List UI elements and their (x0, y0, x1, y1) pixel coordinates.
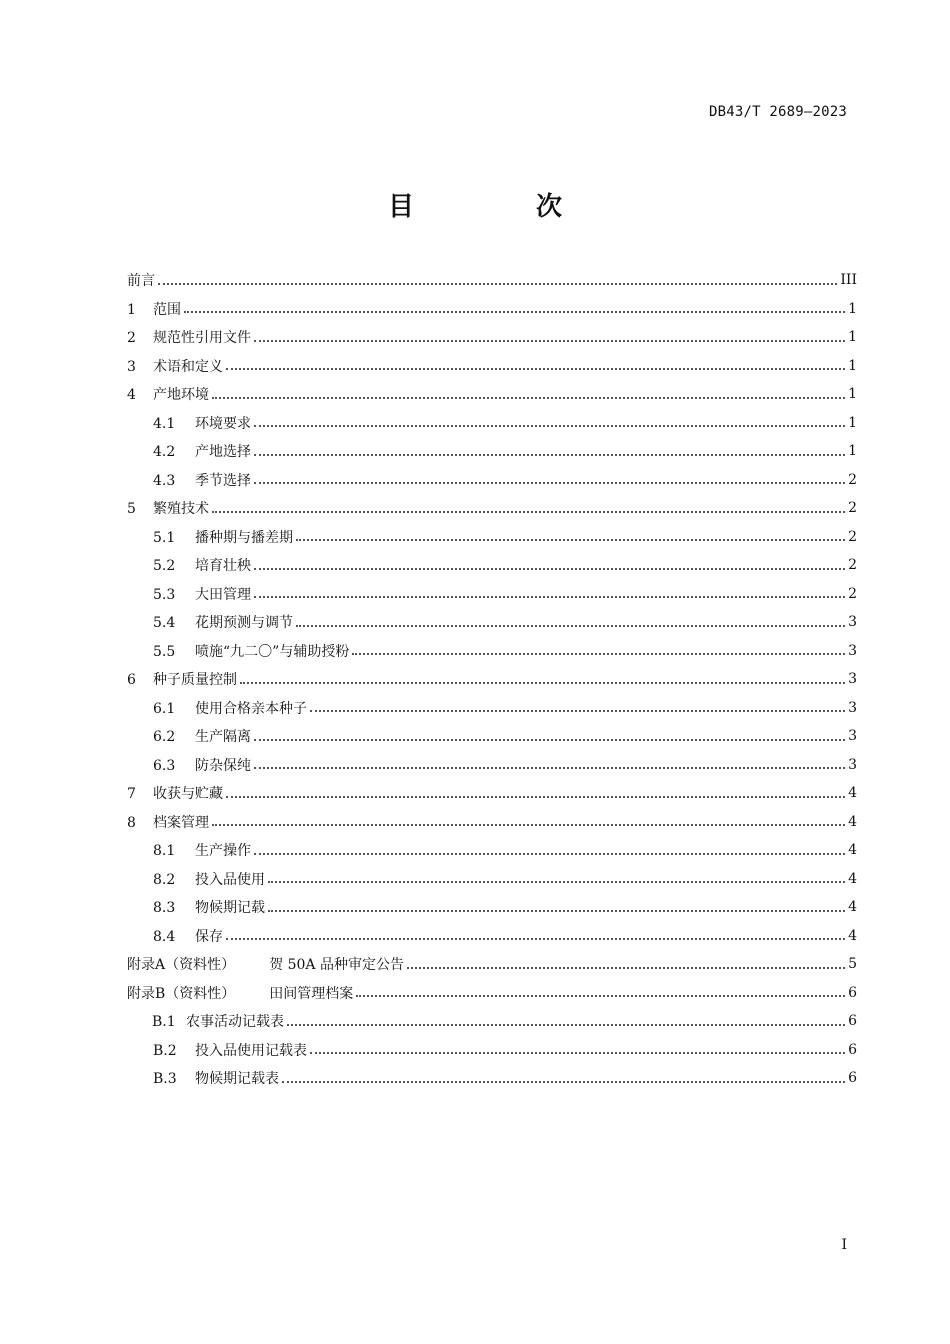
toc-entry-number: 8.2 (153, 871, 176, 888)
toc-entry[interactable] (127, 551, 857, 580)
dot-leader (282, 1080, 845, 1083)
toc-entry-page: 4 (848, 842, 857, 859)
toc-entry-page: 1 (848, 386, 857, 403)
toc-entry-title: 防杂保纯 (195, 757, 251, 774)
toc-entry-title: 农事活动记载表 (186, 1014, 284, 1031)
dot-leader (254, 481, 845, 484)
dot-leader (226, 367, 845, 370)
dot-leader (296, 538, 845, 541)
toc-entry-title: 种子质量控制 (153, 672, 237, 689)
toc-entry-number: 6.3 (153, 757, 176, 774)
toc-entry-page: 3 (848, 699, 857, 716)
toc-entry-number: B.1 (152, 1014, 176, 1031)
dot-leader (212, 510, 845, 513)
toc-entry-page: 4 (848, 870, 857, 887)
dot-leader (356, 994, 845, 997)
dot-leader (212, 823, 845, 826)
toc-entry-number: 7 (127, 786, 136, 803)
toc-entry-text (153, 1040, 307, 1060)
dot-leader (212, 396, 845, 399)
toc-entry[interactable] (127, 266, 857, 295)
toc-entry-page: 1 (848, 443, 857, 460)
toc-entry-text (127, 356, 223, 376)
dot-leader (287, 1023, 845, 1026)
toc-entry-text (153, 926, 223, 946)
toc-entry-title: 使用合格亲本种子 (195, 700, 307, 717)
toc-entry-page: 6 (848, 1070, 857, 1087)
toc-entry-number: B.3 (153, 1071, 177, 1088)
toc-entry-page: 2 (848, 471, 857, 488)
toc-entry-text (127, 327, 251, 347)
toc-entry-number: 8.3 (153, 900, 176, 917)
toc-entry[interactable] (127, 608, 857, 637)
toc-entry[interactable] (127, 352, 857, 381)
toc-entry-title: 喷施“九二〇”与辅助授粉 (195, 643, 350, 660)
toc-entry[interactable] (127, 295, 857, 324)
toc-entry-title: 档案管理 (153, 814, 209, 831)
toc-entry[interactable] (127, 1007, 857, 1036)
toc-entry[interactable] (127, 380, 857, 409)
dot-leader (254, 424, 845, 427)
toc-entry[interactable] (127, 950, 857, 979)
dot-leader (158, 282, 837, 285)
toc-entry[interactable] (127, 808, 857, 837)
toc-entry[interactable] (127, 409, 857, 438)
page-title: 目 次 (387, 192, 610, 222)
toc-entry-title: 产地选择 (195, 444, 251, 461)
toc-entry[interactable] (127, 779, 857, 808)
toc-entry-number: 1 (127, 301, 136, 318)
dot-leader (254, 339, 845, 342)
toc-entry-number: 8 (127, 814, 136, 831)
toc-entry-page: 3 (848, 671, 857, 688)
toc-entry-title: 生产隔离 (195, 729, 251, 746)
toc-entry-text (127, 384, 209, 404)
toc-entry-number: 4.1 (153, 415, 176, 432)
toc-entry-number: 6.2 (153, 729, 176, 746)
toc-entry-page: 4 (848, 927, 857, 944)
toc-entry-number: 8.4 (153, 928, 176, 945)
toc-entry-number: 3 (127, 358, 136, 375)
toc-entry-text (153, 584, 251, 604)
toc-entry[interactable] (127, 865, 857, 894)
toc-entry-page: 2 (848, 557, 857, 574)
toc-entry-page: 6 (848, 1041, 857, 1058)
dot-leader (240, 681, 845, 684)
toc-entry-number: 4.2 (153, 444, 176, 461)
dot-leader (268, 909, 845, 912)
toc-entry-page: 2 (848, 528, 857, 545)
toc-entry-title: 贺 50A 品种审定公告 (269, 957, 404, 974)
toc-entry-text (152, 1011, 284, 1031)
dot-leader (310, 1051, 845, 1054)
toc-entry[interactable] (127, 323, 857, 352)
toc-entry-text (153, 897, 265, 917)
toc-entry-number: 附录A（资料性） (127, 957, 236, 974)
toc-entry-text (153, 470, 251, 490)
toc-entry-title: 保存 (195, 928, 223, 945)
toc-entry[interactable] (127, 836, 857, 865)
toc-entry-title: 规范性引用文件 (153, 330, 251, 347)
dot-leader (310, 709, 845, 712)
toc-entry-text (153, 441, 251, 461)
toc-entry-number: 6 (127, 672, 136, 689)
toc-entry-page: 2 (848, 500, 857, 517)
toc-entry-title: 术语和定义 (153, 358, 223, 375)
toc-entry-text (127, 812, 209, 832)
toc-entry-text (127, 669, 237, 689)
toc-entry-title: 环境要求 (195, 415, 251, 432)
toc-entry-page: 5 (848, 956, 857, 973)
toc-entry-page: 3 (848, 756, 857, 773)
toc-entry-text (153, 698, 307, 718)
dot-leader (268, 880, 845, 883)
toc-entry-page: 4 (848, 813, 857, 830)
toc-entry-title: 田间管理档案 (269, 985, 354, 1002)
dot-leader (226, 937, 845, 940)
dot-leader (254, 567, 845, 570)
toc-entry-title: 花期预测与调节 (195, 615, 293, 632)
toc-entry-number: 4 (127, 387, 136, 404)
toc-entry[interactable] (127, 437, 857, 466)
toc-entry[interactable] (127, 922, 857, 951)
dot-leader (254, 595, 845, 598)
toc-entry-page: 4 (848, 785, 857, 802)
dot-leader (296, 624, 845, 627)
toc-entry-number: 5 (127, 501, 136, 518)
toc-entry-page: 6 (848, 1013, 857, 1030)
toc-entry-text (153, 840, 251, 860)
dot-leader (254, 453, 845, 456)
toc-entry-number: 5.2 (153, 558, 176, 575)
toc-entry-text (127, 983, 353, 1003)
dot-leader (407, 966, 845, 969)
toc-entry-page: 3 (848, 642, 857, 659)
toc-entry-page: 4 (848, 899, 857, 916)
toc-entry-title: 物候期记载 (195, 900, 265, 917)
toc-entry-text (153, 1068, 279, 1088)
toc-entry[interactable] (127, 580, 857, 609)
dot-leader (254, 738, 845, 741)
toc-entry-number: 2 (127, 330, 136, 347)
toc-entry[interactable] (127, 494, 857, 523)
toc-entry[interactable] (127, 523, 857, 552)
toc-entry[interactable] (127, 466, 857, 495)
toc-entry-text (127, 498, 209, 518)
table-of-contents (127, 266, 857, 1093)
toc-entry-title: 生产操作 (195, 843, 251, 860)
toc-entry-text (153, 869, 265, 889)
toc-entry-text (127, 954, 404, 974)
toc-entry-text (153, 726, 251, 746)
toc-entry-page: 1 (848, 300, 857, 317)
page-number: I (841, 1237, 847, 1253)
toc-entry-text (153, 527, 293, 547)
toc-entry-page: III (840, 272, 857, 289)
toc-entry-text (127, 783, 223, 803)
toc-entry[interactable] (127, 979, 857, 1008)
toc-entry-page: 1 (848, 414, 857, 431)
dot-leader (226, 795, 845, 798)
toc-entry-page: 2 (848, 585, 857, 602)
toc-entry-title: 繁殖技术 (153, 501, 209, 518)
toc-entry-text (153, 755, 251, 775)
toc-entry[interactable] (127, 722, 857, 751)
toc-entry-text (153, 612, 293, 632)
toc-entry-number: 5.4 (153, 615, 176, 632)
toc-entry[interactable] (127, 751, 857, 780)
toc-entry[interactable] (127, 1064, 857, 1093)
dot-leader (254, 852, 845, 855)
toc-entry-number: 附录B（资料性） (127, 985, 236, 1002)
toc-entry-title: 前言 (127, 273, 155, 290)
dot-leader (254, 766, 845, 769)
toc-entry-text (153, 555, 251, 575)
toc-entry-title: 大田管理 (195, 586, 251, 603)
toc-entry[interactable] (127, 665, 857, 694)
toc-entry-text (153, 413, 251, 433)
toc-entry-number: 4.3 (153, 472, 176, 489)
toc-entry-number: 6.1 (153, 700, 176, 717)
document-code: DB43/T 2689—2023 (708, 104, 847, 120)
toc-entry-title: 物候期记载表 (195, 1071, 279, 1088)
dot-leader (352, 652, 845, 655)
toc-entry-page: 3 (848, 728, 857, 745)
toc-entry-page: 3 (848, 614, 857, 631)
toc-entry-text (127, 299, 181, 319)
toc-entry-title: 范围 (153, 301, 181, 318)
toc-entry-text (153, 641, 349, 661)
toc-entry-title: 投入品使用 (195, 871, 265, 888)
toc-entry-page: 1 (848, 357, 857, 374)
toc-entry[interactable] (127, 1036, 857, 1065)
toc-entry[interactable] (127, 637, 857, 666)
toc-entry-title: 培育壮秧 (195, 558, 251, 575)
toc-entry[interactable] (127, 694, 857, 723)
toc-entry-page: 6 (848, 984, 857, 1001)
toc-entry-number: 5.1 (153, 529, 176, 546)
dot-leader (184, 310, 845, 313)
toc-entry-number: 8.1 (153, 843, 176, 860)
toc-entry-page: 1 (848, 329, 857, 346)
toc-entry-title: 收获与贮藏 (153, 786, 223, 803)
toc-entry[interactable] (127, 893, 857, 922)
toc-entry-title: 播种期与播差期 (195, 529, 293, 546)
toc-entry-text (127, 270, 155, 290)
toc-entry-title: 产地环境 (153, 387, 209, 404)
toc-entry-number: B.2 (153, 1042, 177, 1059)
toc-entry-title: 季节选择 (195, 472, 251, 489)
toc-entry-number: 5.5 (153, 643, 176, 660)
toc-entry-number: 5.3 (153, 586, 176, 603)
toc-entry-title: 投入品使用记载表 (195, 1042, 307, 1059)
